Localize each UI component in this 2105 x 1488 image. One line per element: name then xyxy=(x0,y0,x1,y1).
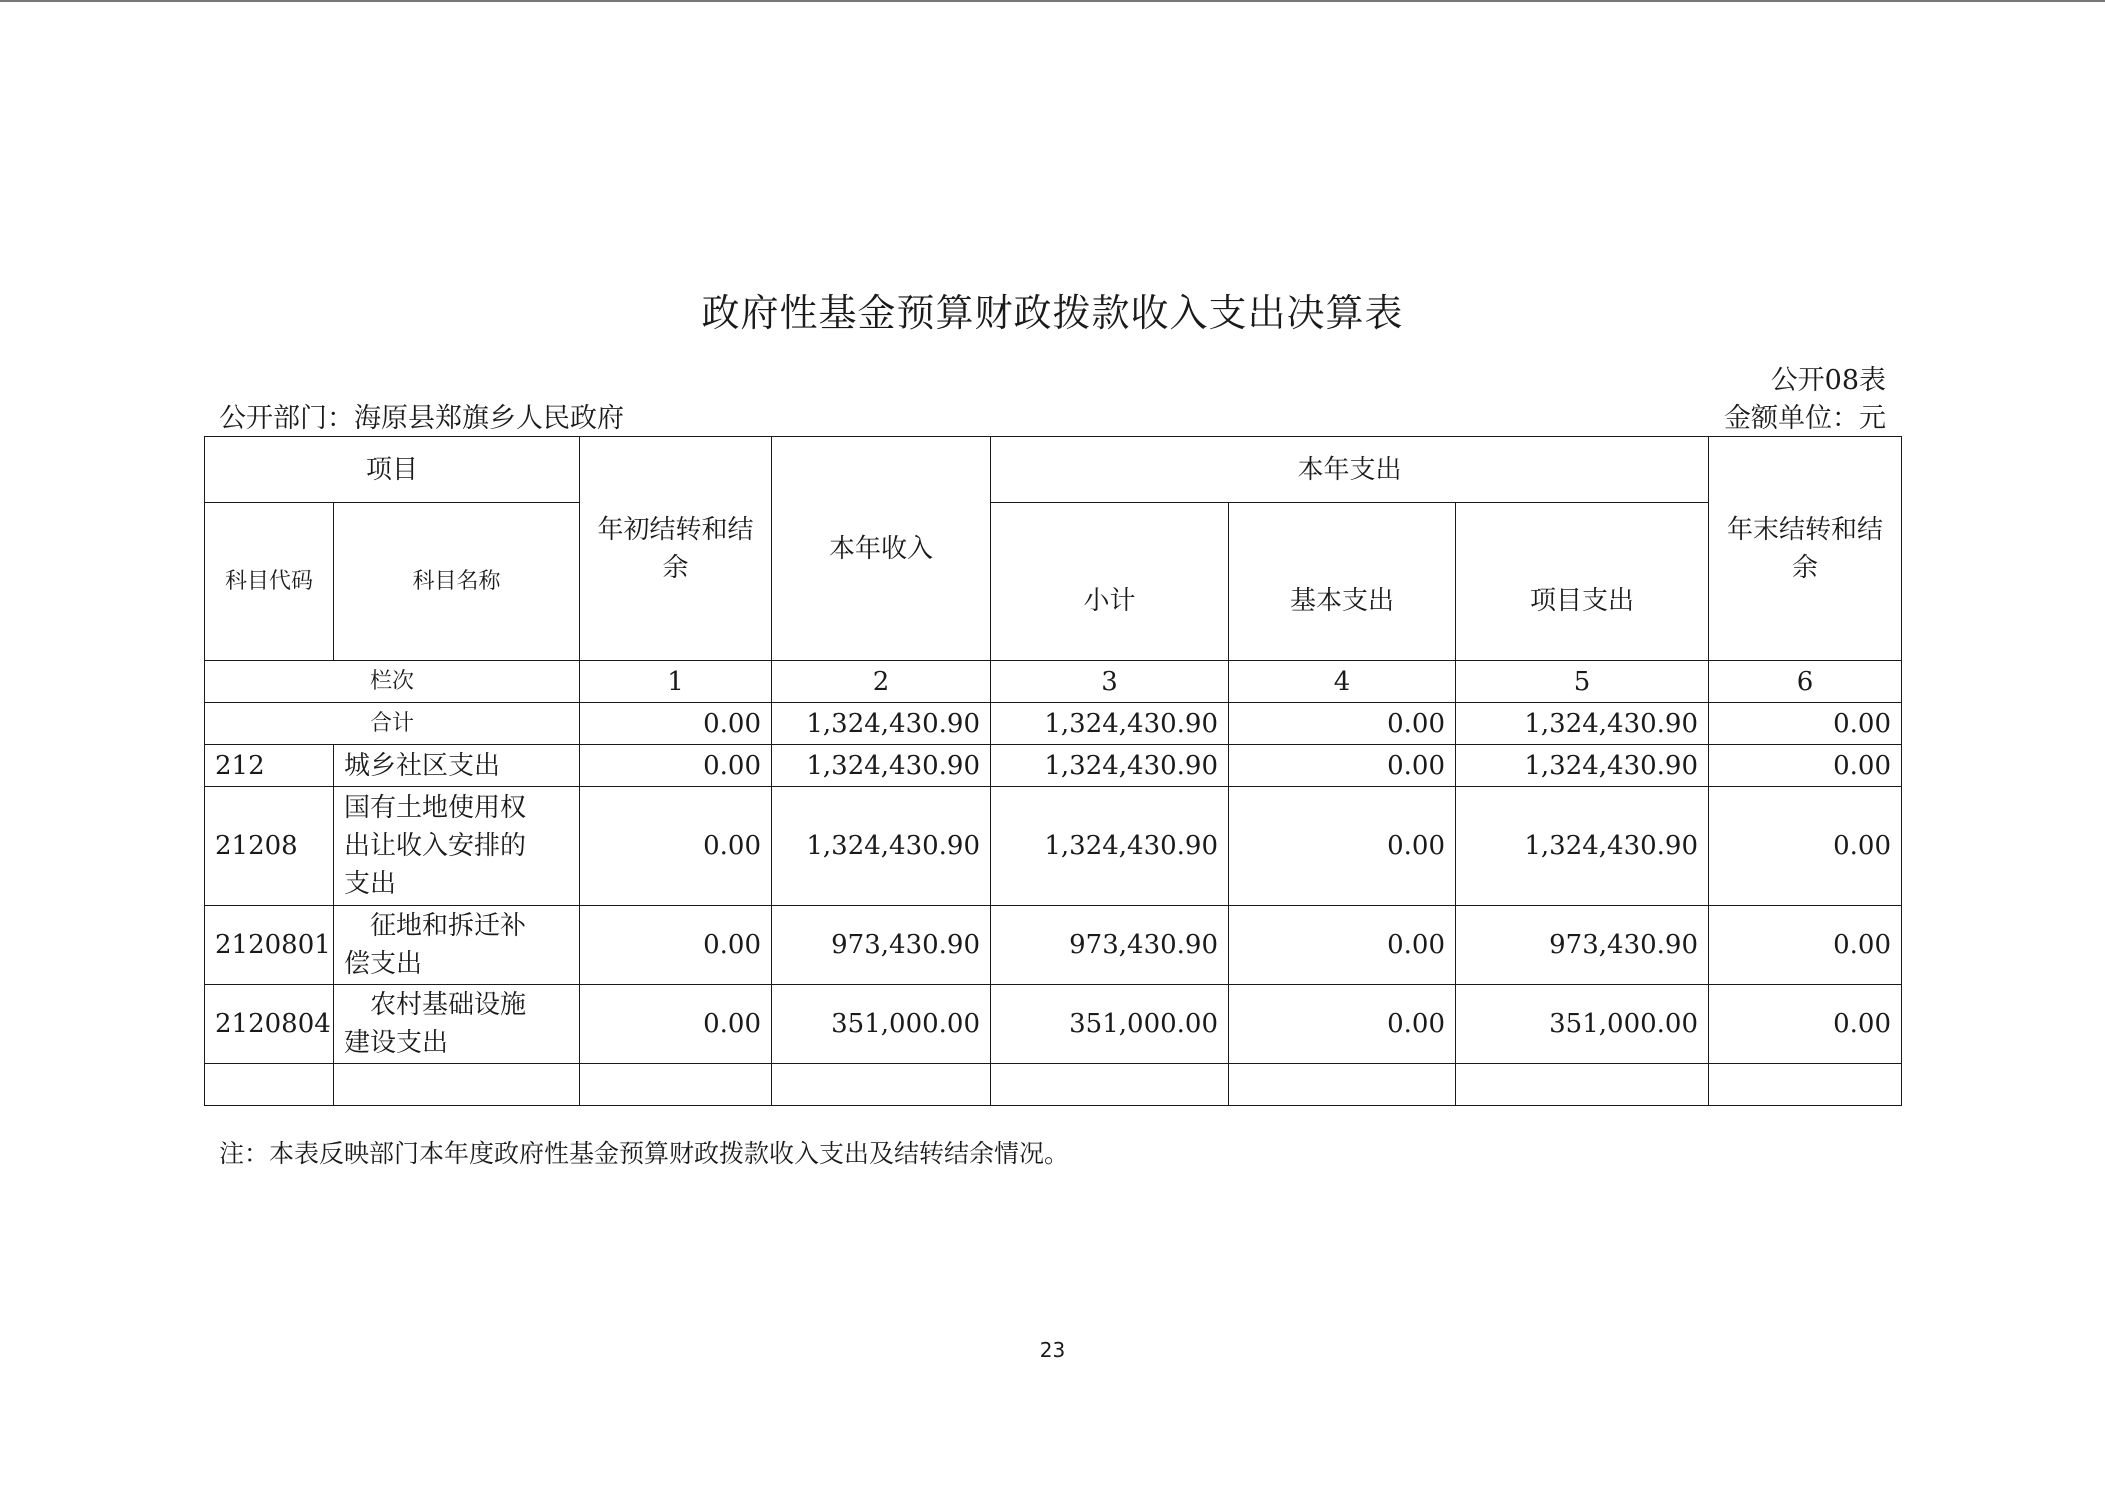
subject-name-text: 征地和拆迁补偿支出 xyxy=(344,911,527,979)
table-cell: 1,324,430.90 xyxy=(991,787,1229,906)
empty-cell xyxy=(205,1064,334,1106)
table-cell: 0.00 xyxy=(1229,787,1456,906)
subject-name: 国有土地使用权出让收入安排的支出 xyxy=(334,787,580,906)
header-subtotal: 小计 xyxy=(991,503,1229,661)
table-row xyxy=(205,985,1902,1064)
table-cell: 0.00 xyxy=(580,906,772,985)
table-cell: 0.00 xyxy=(580,985,772,1064)
table-cell: 1,324,430.90 xyxy=(1456,703,1709,745)
table-cell: 351,000.00 xyxy=(1456,985,1709,1064)
table-row xyxy=(205,745,1902,787)
empty-cell xyxy=(334,1064,580,1106)
column-index: 5 xyxy=(1456,661,1709,703)
subject-code: 2120801 xyxy=(205,906,334,985)
total-label: 合计 xyxy=(205,703,580,745)
subject-name xyxy=(334,985,580,1064)
table-cell: 1,324,430.90 xyxy=(772,745,991,787)
subject-code: 2120804 xyxy=(205,985,334,1064)
page-title: 政府性基金预算财政拨款收入支出决算表 xyxy=(701,291,1404,335)
table-cell: 0.00 xyxy=(1709,985,1902,1064)
header-code: 科目代码 xyxy=(205,503,334,661)
empty-cell xyxy=(772,1064,991,1106)
column-index: 6 xyxy=(1709,661,1902,703)
header-closing-balance: 年末结转和结余 xyxy=(1709,437,1902,661)
table-cell: 0.00 xyxy=(580,745,772,787)
column-index-row xyxy=(205,661,1902,703)
table-cell: 0.00 xyxy=(1229,745,1456,787)
total-row xyxy=(205,703,1902,745)
page-number: 23 xyxy=(1039,1338,1066,1362)
empty-row xyxy=(205,1064,1902,1106)
column-index-label: 栏次 xyxy=(205,661,580,703)
table-cell: 0.00 xyxy=(1709,787,1902,906)
empty-cell xyxy=(1709,1064,1902,1106)
table-cell: 0.00 xyxy=(1229,703,1456,745)
table-number: 公开08表 xyxy=(1770,365,1886,396)
table-note: 注：本表反映部门本年度政府性基金预算财政拨款收入支出及结转结余情况。 xyxy=(219,1139,1070,1168)
table-cell: 0.00 xyxy=(1709,906,1902,985)
table-cell: 973,430.90 xyxy=(772,906,991,985)
table-cell: 351,000.00 xyxy=(991,985,1229,1064)
table-cell: 1,324,430.90 xyxy=(1456,745,1709,787)
subject-name xyxy=(334,906,580,985)
column-index: 4 xyxy=(1229,661,1456,703)
table-cell: 0.00 xyxy=(1709,703,1902,745)
table-cell: 973,430.90 xyxy=(991,906,1229,985)
header-basic-expense: 基本支出 xyxy=(1229,503,1456,661)
table-cell: 0.00 xyxy=(580,703,772,745)
subject-code: 21208 xyxy=(205,787,334,906)
header-income: 本年收入 xyxy=(772,437,991,661)
empty-cell xyxy=(580,1064,772,1106)
amount-unit-label: 金额单位：元 xyxy=(1724,403,1886,434)
table-cell: 1,324,430.90 xyxy=(991,703,1229,745)
header-name: 科目名称 xyxy=(334,503,580,661)
top-rule xyxy=(0,0,2105,2)
column-index: 2 xyxy=(772,661,991,703)
table-cell: 1,324,430.90 xyxy=(1456,787,1709,906)
header-expense: 本年支出 xyxy=(991,437,1709,503)
header-project-expense: 项目支出 xyxy=(1456,503,1709,661)
table-cell: 0.00 xyxy=(1229,906,1456,985)
table-cell: 0.00 xyxy=(580,787,772,906)
table-cell: 973,430.90 xyxy=(1456,906,1709,985)
table-cell: 1,324,430.90 xyxy=(772,787,991,906)
table-row xyxy=(205,787,1902,906)
table-cell: 0.00 xyxy=(1709,745,1902,787)
header-opening-balance: 年初结转和结余 xyxy=(580,437,772,661)
department-label: 公开部门：海原县郑旗乡人民政府 xyxy=(219,403,624,434)
column-index: 3 xyxy=(991,661,1229,703)
header-item: 项目 xyxy=(205,437,580,503)
empty-cell xyxy=(991,1064,1229,1106)
subject-name-text: 农村基础设施建设支出 xyxy=(344,990,527,1058)
budget-table xyxy=(204,436,1902,1106)
table-cell: 1,324,430.90 xyxy=(772,703,991,745)
empty-cell xyxy=(1456,1064,1709,1106)
column-index: 1 xyxy=(580,661,772,703)
table-cell: 0.00 xyxy=(1229,985,1456,1064)
subject-name: 城乡社区支出 xyxy=(334,745,580,787)
table-cell: 1,324,430.90 xyxy=(991,745,1229,787)
table-cell: 351,000.00 xyxy=(772,985,991,1064)
empty-cell xyxy=(1229,1064,1456,1106)
table-row xyxy=(205,906,1902,985)
subject-code: 212 xyxy=(205,745,334,787)
